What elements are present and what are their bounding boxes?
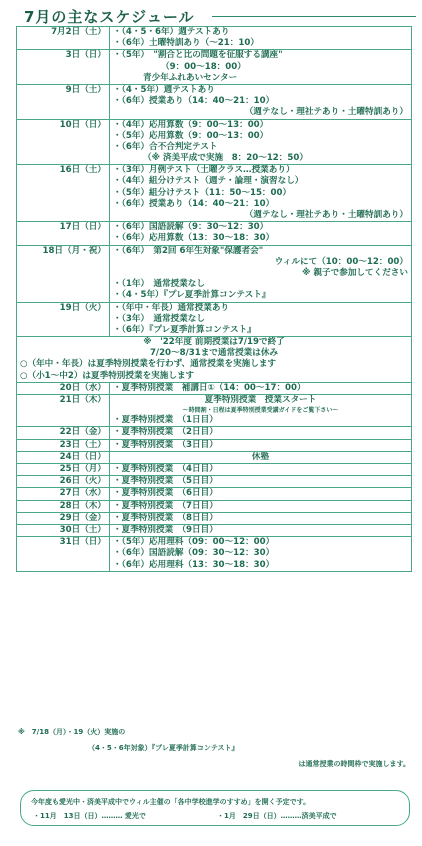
row-details	[110, 50, 412, 85]
row-date: 7月2日（土）	[17, 27, 110, 50]
detail-line: ・（3年） 通常授業なし	[113, 313, 205, 324]
detail-line: ・夏季特別授業 （7日目）	[113, 500, 218, 511]
row-date: 25日（月）	[17, 464, 110, 476]
row-date: 17日（日）	[17, 222, 110, 245]
table-row	[17, 222, 412, 245]
row-details	[110, 245, 412, 302]
notice-line: ○（年中・年長）は夏季特別授業を行わず、通常授業を実施します	[20, 359, 277, 370]
detail-line: ・夏季特別授業 （1日目）	[113, 415, 218, 426]
detail-line: ・夏季特別授業 （2日目）	[113, 427, 218, 438]
row-details	[110, 439, 412, 451]
table-row	[17, 165, 412, 222]
detail-line: ・（5年）応用算数（9：00～13：00）	[113, 130, 269, 141]
detail-line: （週テなし・理社テあり・土曜特訓あり）	[244, 210, 408, 220]
detail-line: ・夏季特別授業 （6日目）	[113, 488, 218, 499]
row-date: 31日（日）	[17, 537, 110, 572]
detail-line: ・夏季特別授業 （8日目）	[113, 512, 218, 523]
detail-line: ・（4・5年）『プレ夏季計算コンテスト』	[113, 290, 271, 301]
detail-line: 青少年ふれあいセンター	[143, 72, 238, 83]
detail-line: ・夏季特別授業 （9日目）	[113, 525, 218, 536]
table-row	[17, 427, 412, 439]
row-date: 20日（水）	[17, 382, 110, 394]
row-details	[110, 27, 412, 50]
detail-line: ※ 親子で参加してください	[302, 267, 408, 278]
notice-block	[17, 337, 412, 383]
detail-line: ・夏季特別授業 （3日目）	[113, 439, 218, 450]
row-date: 16日（土）	[17, 165, 110, 222]
table-row	[17, 382, 412, 394]
notice-row	[17, 337, 412, 383]
row-date: 3日（日）	[17, 50, 110, 85]
notice-line: ○（小1～中2）は夏季特別授業を実施します	[20, 370, 195, 381]
table-row	[17, 451, 412, 463]
detail-line: ・（3年）月例テスト（土曜クラス…授業あり）	[113, 165, 295, 176]
row-date: 10日（日）	[17, 119, 110, 165]
row-details	[110, 500, 412, 512]
row-date: 22日（金）	[17, 427, 110, 439]
detail-line: ・（6年）授業あり（14：40～21：10）	[113, 96, 275, 107]
detail-line: ・夏季特別授業 （5日目）	[113, 476, 218, 487]
table-row	[17, 302, 412, 337]
row-details	[110, 488, 412, 500]
row-details	[110, 537, 412, 572]
row-date: 21日（木）	[17, 395, 110, 427]
detail-line: ・（4・5年）週テストあり	[113, 84, 215, 95]
notice-line: 7/20～8/31まで通常授業は休み	[149, 348, 279, 359]
detail-line: ・（6年）合不合判定テスト	[113, 141, 218, 152]
row-date: 24日（日）	[17, 451, 110, 463]
row-details	[110, 451, 412, 463]
note-line: は通常授業の時間枠で実施します。	[298, 760, 410, 768]
row-date: 29日（金）	[17, 512, 110, 524]
row-date: 9日（土）	[17, 84, 110, 119]
row-details	[110, 302, 412, 337]
table-row	[17, 27, 412, 50]
row-details	[110, 427, 412, 439]
detail-line: ・（6年）国語読解（9：30～12：30）	[113, 222, 269, 233]
detail-line: 夏季特別授業 授業スタート	[204, 395, 317, 406]
table-row	[17, 439, 412, 451]
detail-line: ・（4年）応用算数（9：00～13：00）	[113, 119, 269, 130]
row-date: 28日（木）	[17, 500, 110, 512]
table-row	[17, 488, 412, 500]
row-date: 30日（土）	[17, 525, 110, 537]
row-details	[110, 84, 412, 119]
table-row	[17, 245, 412, 302]
footer-line: ・11月 13日（日）……… 愛光で	[33, 812, 146, 820]
detail-subnote: ～時間割・日程は夏季特別授業受講ガイドをご覧下さい～	[182, 407, 339, 415]
detail-line: ・夏季特別授業 （4日目）	[113, 464, 218, 474]
detail-line: ・（6年）国語読解（09：30～12：30）	[113, 548, 275, 559]
table-row	[17, 525, 412, 537]
detail-line: （週テなし・理社テあり・土曜特訓あり）	[244, 107, 408, 118]
table-row	[17, 50, 412, 85]
table-row	[17, 500, 412, 512]
title-rule	[212, 16, 416, 17]
notes-block	[18, 724, 414, 772]
row-details	[110, 464, 412, 476]
footer-line: ・1月 29日（日）………済美平成で	[217, 812, 337, 820]
detail-line: ・夏季特別授業 補講日①（14：00～17：00）	[113, 382, 306, 393]
table-row	[17, 464, 412, 476]
detail-line: ・（6年）授業あり（14：40～21：10）	[113, 198, 275, 209]
detail-line: ・（1年） 通常授業なし	[113, 279, 205, 290]
row-details	[110, 476, 412, 488]
detail-line: ・（6年）土曜特訓あり（～21：10）	[113, 38, 259, 49]
table-row	[17, 537, 412, 572]
row-details	[110, 382, 412, 394]
detail-line: （9：00～18：00）	[161, 61, 246, 72]
detail-line: ・（5年）組分けテスト（11：50～15：00）	[113, 187, 292, 198]
table-row	[17, 476, 412, 488]
row-date: 19日（火）	[17, 302, 110, 337]
detail-line: ・（6年）『プレ夏季計算コンテスト』	[113, 324, 256, 335]
row-date: 18日（月・祝）	[17, 245, 110, 302]
row-date: 27日（水）	[17, 488, 110, 500]
row-details	[110, 525, 412, 537]
notice-line: ※ '22年度 前期授業は7/19で終了	[143, 337, 285, 348]
detail-line: ・（5年） "割合と比の問題を征服する講座"	[113, 50, 283, 61]
detail-line: ・（4・5・6年）週テストあり	[113, 27, 230, 37]
footer-box	[20, 790, 410, 826]
note-line: ※ 7/18（月）・19（火）実施の	[18, 728, 126, 736]
table-row	[17, 395, 412, 427]
row-date: 26日（火）	[17, 476, 110, 488]
note-line: （4・5・6年対象）『プレ夏季計算コンテスト』	[88, 744, 239, 752]
row-details	[110, 222, 412, 245]
detail-line: 休塾	[251, 451, 270, 462]
detail-line: ・（6年） 第2回 6年生対象"保護者会"	[113, 245, 264, 256]
row-date: 23日（土）	[17, 439, 110, 451]
detail-line: ・（4年）組分けテスト（週テ・論理・演習なし）	[113, 176, 304, 187]
row-details	[110, 119, 412, 165]
schedule-table	[16, 26, 412, 572]
detail-line: ・（6年）応用算数（13：30～18：30）	[113, 233, 275, 244]
page-title: 7月の主なスケジュール	[24, 8, 195, 26]
detail-line: ウィルにて（10：00～12：00）	[274, 256, 408, 267]
footer-line: 今年度も愛光中・済美平成中でウィル主催の「各中学校進学のすすめ」を開く予定です。	[31, 798, 311, 806]
row-details	[110, 512, 412, 524]
row-details	[110, 165, 412, 222]
table-row	[17, 119, 412, 165]
detail-line: ・（6年）応用理科（13：30～18：30）	[113, 559, 275, 570]
table-row	[17, 84, 412, 119]
detail-line: ・（5年）応用理科（09：00～12：00）	[113, 537, 275, 548]
row-details	[110, 395, 412, 427]
table-row	[17, 512, 412, 524]
detail-line: ・（年中・年長）通常授業あり	[113, 302, 230, 313]
detail-line: （※ 済美平成で実施 8：20～12：50）	[143, 153, 308, 164]
